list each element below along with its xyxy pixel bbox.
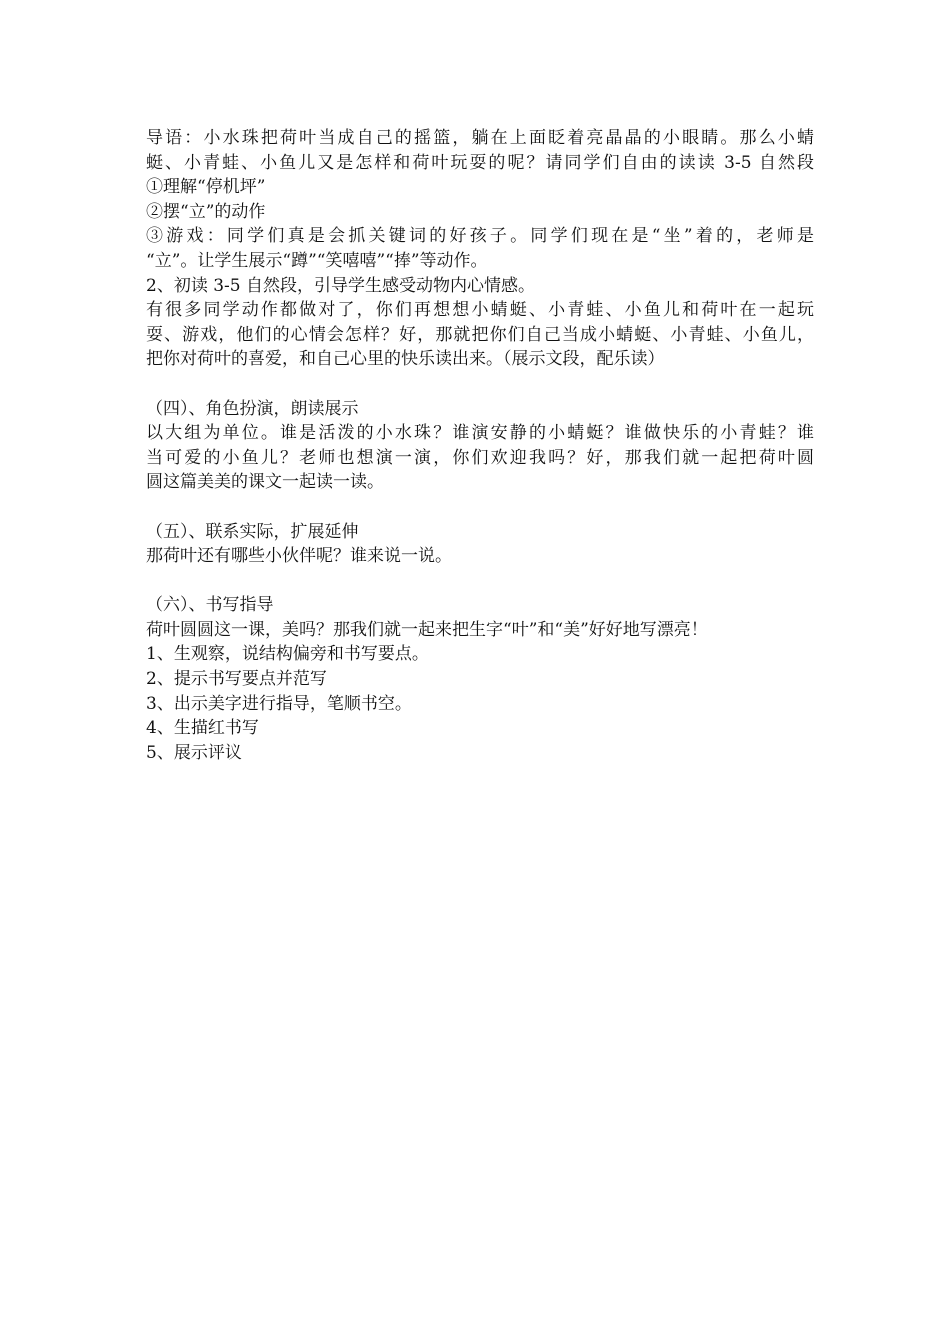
step-understand-tingjiping: ①理解“停机坪” (146, 177, 266, 198)
document-body (146, 126, 814, 765)
writing-step-3: 3、出示美字进行指导，笔顺书空。 (146, 693, 412, 714)
first-read-line-2: 耍、游戏，他们的心情会怎样？好，那就把你们自己当成小蜻蜓、小青蛙、小鱼儿， (146, 324, 814, 345)
first-read-line-3: 把你对荷叶的喜爱，和自己心里的快乐读出来。（展示文段，配乐读） (146, 349, 665, 370)
writing-step-1: 1、生观察，说结构偏旁和书写要点。 (146, 644, 429, 665)
first-read-heading: 2、初读 3-5 自然段，引导学生感受动物内心情感。 (146, 275, 535, 296)
section-six-heading: （六）、书写指导 (146, 595, 274, 616)
section-five-heading: （五）、联系实际，扩展延伸 (146, 521, 359, 542)
blank-line (146, 495, 814, 520)
section-four-line-3: 圆这篇美美的课文一起读一读。 (146, 472, 384, 493)
first-read-line-1: 有很多同学动作都做对了，你们再想想小蜻蜓、小青蛙、小鱼儿和荷叶在一起玩 (146, 300, 814, 321)
writing-step-4: 4、生描红书写 (146, 718, 259, 739)
section-four-heading: （四）、角色扮演，朗读展示 (146, 398, 359, 419)
step-game-line-2: “立”。让学生展示“蹲”“笑嘻嘻”“捧”等动作。 (146, 250, 488, 271)
section-six-intro: 荷叶圆圆这一课，美吗？那我们就一起来把生字“叶”和“美”好好地写漂亮！ (146, 619, 708, 640)
section-four-line-2: 当可爱的小鱼儿？老师也想演一演，你们欢迎我吗？好，那我们就一起把荷叶圆 (146, 447, 814, 468)
section-five-line-1: 那荷叶还有哪些小伙伴呢？谁来说一说。 (146, 546, 452, 567)
writing-step-2: 2、提示书写要点并范写 (146, 669, 327, 690)
step-pose-li: ②摆“立”的动作 (146, 201, 266, 222)
step-game-line-1: ③游戏：同学们真是会抓关键词的好孩子。同学们现在是“坐”着的，老师是 (146, 226, 814, 247)
writing-step-5: 5、展示评议 (146, 742, 242, 763)
intro-line-2: 蜓、小青蛙、小鱼儿又是怎样和荷叶玩耍的呢？请同学们自由的读读 3-5 自然段 (146, 152, 814, 173)
section-four-line-1: 以大组为单位。谁是活泼的小水珠？谁演安静的小蜻蜓？谁做快乐的小青蛙？谁 (146, 423, 814, 444)
blank-line (146, 569, 814, 594)
blank-line (146, 372, 814, 397)
intro-line-1: 导语：小水珠把荷叶当成自己的摇篮，躺在上面眨着亮晶晶的小眼睛。那么小蜻 (146, 128, 814, 148)
